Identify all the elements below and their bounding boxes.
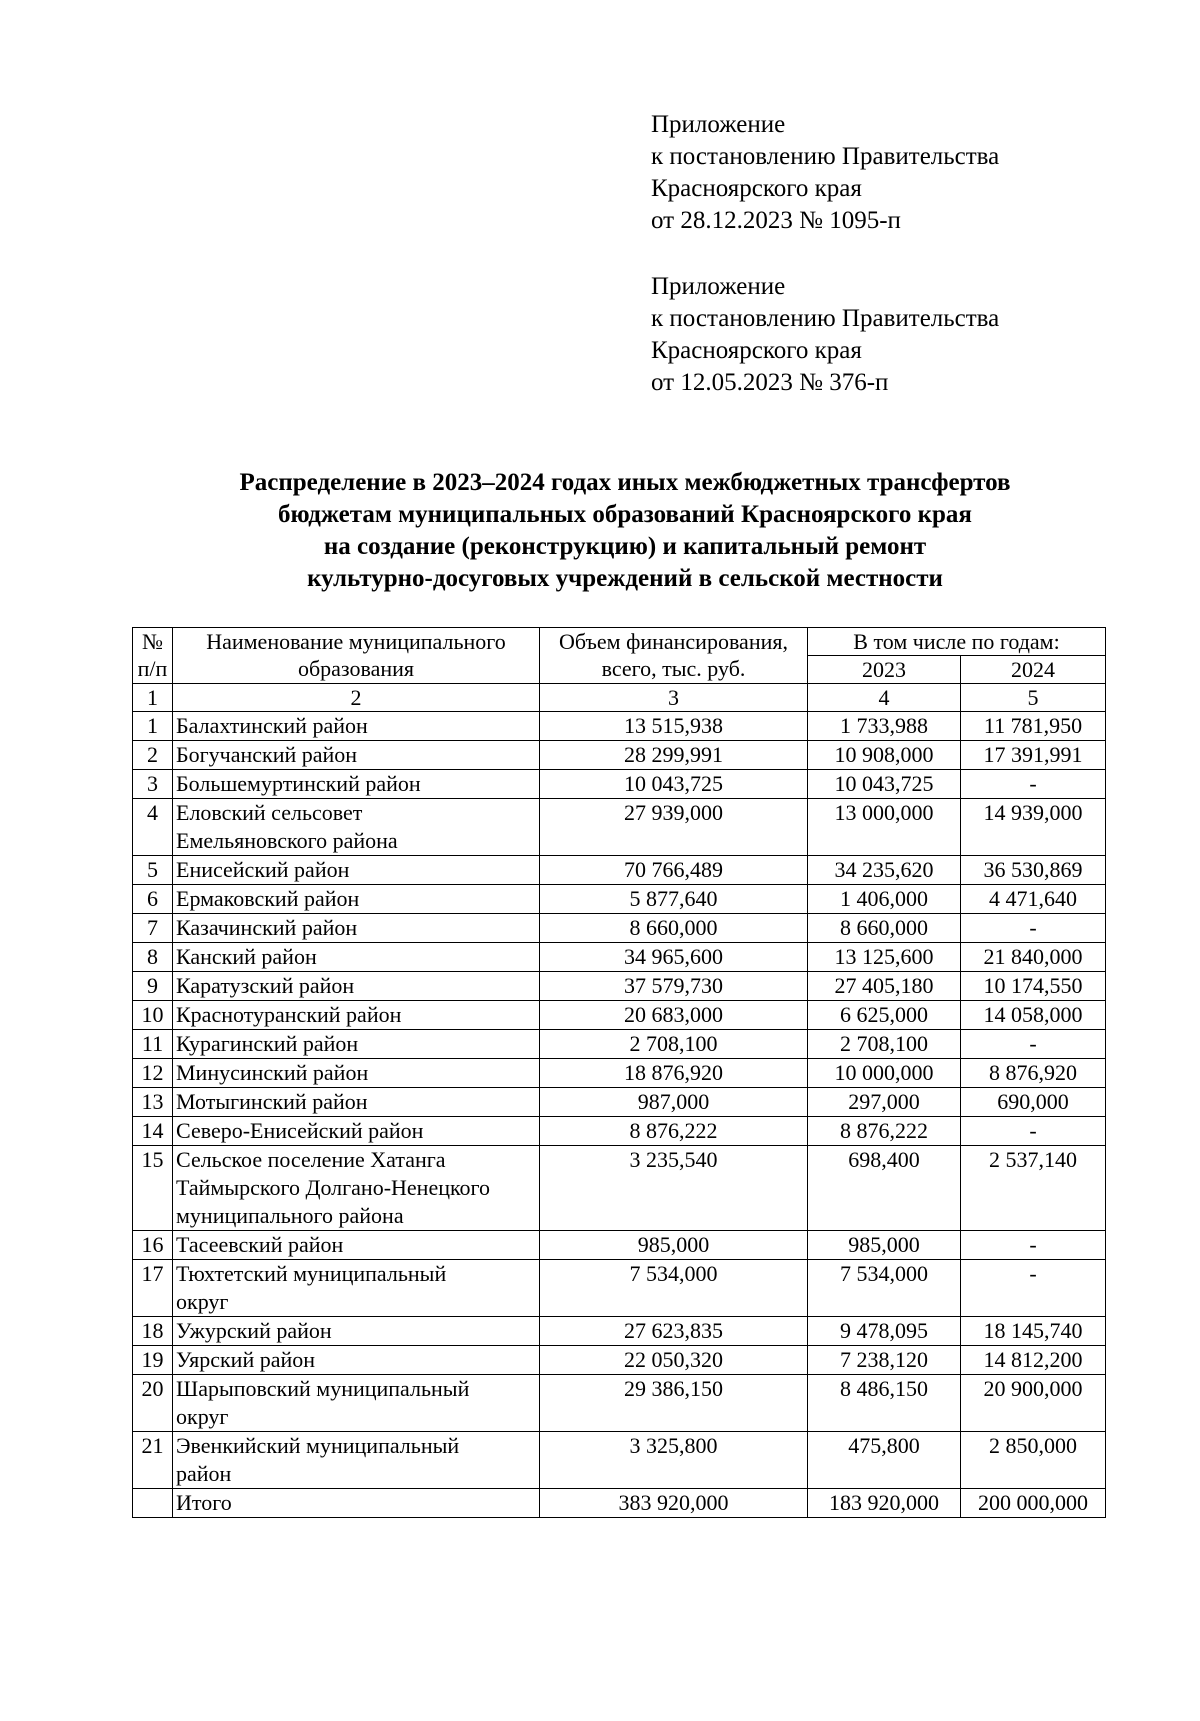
table-row: [133, 1375, 1106, 1432]
row-total-amount: 29 386,150: [540, 1375, 808, 1432]
row-total-amount: 20 683,000: [540, 1001, 808, 1030]
document-title: [60, 467, 1190, 595]
column-number: 3: [540, 684, 808, 712]
header-total: [540, 628, 808, 684]
row-municipality-name: [173, 972, 540, 1001]
name-line: Канский район: [176, 944, 317, 969]
table-row: [133, 1346, 1106, 1375]
row-municipality-name: [173, 770, 540, 799]
header-year-2023: 2023: [808, 656, 961, 684]
table-row: [133, 1088, 1106, 1117]
table-row: [133, 856, 1106, 885]
row-amount-2023: 2 708,100: [808, 1030, 961, 1059]
row-amount-2024: -: [961, 1231, 1106, 1260]
appendix-line: Красноярского края: [651, 337, 862, 364]
row-number: 20: [133, 1375, 173, 1432]
row-number: 13: [133, 1088, 173, 1117]
table-row: [133, 770, 1106, 799]
total-row: [133, 1489, 1106, 1518]
row-amount-2024: -: [961, 914, 1106, 943]
row-amount-2023: 985,000: [808, 1231, 961, 1260]
header-num: [133, 628, 173, 684]
row-total-amount: 18 876,920: [540, 1059, 808, 1088]
row-amount-2023: 297,000: [808, 1088, 961, 1117]
row-total-amount: 34 965,600: [540, 943, 808, 972]
appendix-line: Красноярского края: [651, 175, 862, 202]
row-amount-2023: 10 000,000: [808, 1059, 961, 1088]
name-line: Краснотуранский район: [176, 1002, 402, 1027]
table-row: [133, 1432, 1106, 1489]
row-total-amount: 7 534,000: [540, 1260, 808, 1317]
name-line: Тасеевский район: [176, 1232, 344, 1257]
row-number: 1: [133, 712, 173, 741]
row-amount-2023: 1 406,000: [808, 885, 961, 914]
row-amount-2024: 18 145,740: [961, 1317, 1106, 1346]
row-number: 21: [133, 1432, 173, 1489]
row-total-amount: 985,000: [540, 1231, 808, 1260]
appendix-line: к постановлению Правительства: [651, 305, 1000, 332]
row-municipality-name: [173, 1432, 540, 1489]
row-number: 2: [133, 741, 173, 770]
row-number: 19: [133, 1346, 173, 1375]
row-total-amount: 987,000: [540, 1088, 808, 1117]
name-line: Богучанский район: [176, 742, 358, 767]
name-line: Эвенкийский муниципальный: [176, 1433, 460, 1458]
row-number: [133, 1489, 173, 1518]
name-line: округ: [176, 1289, 229, 1314]
row-amount-2023: 475,800: [808, 1432, 961, 1489]
row-number: 4: [133, 799, 173, 856]
row-amount-2023: 1 733,988: [808, 712, 961, 741]
name-line: Балахтинский район: [176, 713, 368, 738]
row-amount-2024: -: [961, 1117, 1106, 1146]
row-total-amount: 27 623,835: [540, 1317, 808, 1346]
row-total-amount: 383 920,000: [540, 1489, 808, 1518]
name-line: Шарыповский муниципальный: [176, 1376, 470, 1401]
row-municipality-name: [173, 914, 540, 943]
table-row: [133, 799, 1106, 856]
name-line: Большемуртинский район: [176, 771, 421, 796]
table-row: [133, 972, 1106, 1001]
row-amount-2023: 6 625,000: [808, 1001, 961, 1030]
header-year-2024: 2024: [961, 656, 1106, 684]
row-amount-2023: 10 908,000: [808, 741, 961, 770]
row-number: 16: [133, 1231, 173, 1260]
title-line: культурно-досуговых учреждений в сельской местности: [307, 565, 943, 592]
table-row: [133, 1231, 1106, 1260]
row-number: 12: [133, 1059, 173, 1088]
row-amount-2024: 8 876,920: [961, 1059, 1106, 1088]
row-number: 18: [133, 1317, 173, 1346]
header-years: В том числе по годам:: [808, 628, 1106, 656]
row-amount-2024: 36 530,869: [961, 856, 1106, 885]
column-number: 4: [808, 684, 961, 712]
header-name-line: образования: [297, 656, 415, 681]
header-num-line: №: [142, 629, 163, 654]
row-amount-2023: 8 660,000: [808, 914, 961, 943]
row-amount-2024: 14 812,200: [961, 1346, 1106, 1375]
row-amount-2023: 13 125,600: [808, 943, 961, 972]
row-amount-2023: 8 876,222: [808, 1117, 961, 1146]
row-municipality-name: [173, 1146, 540, 1231]
name-line: Минусинский район: [176, 1060, 369, 1085]
row-total-amount: 3 325,800: [540, 1432, 808, 1489]
row-amount-2024: 200 000,000: [961, 1489, 1106, 1518]
row-municipality-name: [173, 1317, 540, 1346]
row-amount-2024: 2 850,000: [961, 1432, 1106, 1489]
row-municipality-name: [173, 1489, 540, 1518]
appendix-line: к постановлению Правительства: [651, 143, 1000, 170]
row-amount-2023: 10 043,725: [808, 770, 961, 799]
name-line: район: [176, 1461, 232, 1486]
table-row: [133, 1059, 1106, 1088]
row-amount-2023: 34 235,620: [808, 856, 961, 885]
row-municipality-name: [173, 1231, 540, 1260]
name-line: Енисейский район: [176, 857, 350, 882]
row-total-amount: 8 660,000: [540, 914, 808, 943]
row-total-amount: 27 939,000: [540, 799, 808, 856]
name-line: округ: [176, 1404, 229, 1429]
row-amount-2024: 14 058,000: [961, 1001, 1106, 1030]
row-total-amount: 13 515,938: [540, 712, 808, 741]
title-line: на создание (реконструкцию) и капитальный ремонт: [323, 533, 927, 560]
row-number: 10: [133, 1001, 173, 1030]
row-municipality-name: [173, 943, 540, 972]
name-line: Уярский район: [176, 1347, 316, 1372]
distribution-table: [132, 627, 1106, 1518]
name-line: Сельское поселение Хатанга: [176, 1147, 446, 1172]
table-row: [133, 914, 1106, 943]
table-row: [133, 1146, 1106, 1231]
name-line: Казачинский район: [176, 915, 358, 940]
row-amount-2024: 17 391,991: [961, 741, 1106, 770]
header-total-line: Объем финансирования,: [558, 629, 788, 654]
row-amount-2024: 690,000: [961, 1088, 1106, 1117]
appendix-line: Приложение: [651, 111, 786, 138]
row-number: 3: [133, 770, 173, 799]
header-name-line: Наименование муниципального: [206, 629, 506, 654]
row-number: 5: [133, 856, 173, 885]
row-municipality-name: [173, 1260, 540, 1317]
header-total-line: всего, тыс. руб.: [601, 656, 746, 681]
row-amount-2023: 7 238,120: [808, 1346, 961, 1375]
row-municipality-name: [173, 1030, 540, 1059]
table-row: [133, 885, 1106, 914]
row-number: 9: [133, 972, 173, 1001]
row-number: 17: [133, 1260, 173, 1317]
column-number: 2: [173, 684, 540, 712]
row-total-amount: 22 050,320: [540, 1346, 808, 1375]
row-total-amount: 28 299,991: [540, 741, 808, 770]
name-line: Тюхтетский муниципальный: [176, 1261, 447, 1286]
row-amount-2024: 20 900,000: [961, 1375, 1106, 1432]
row-number: 7: [133, 914, 173, 943]
appendix-date-number: от 12.05.2023 № 376-п: [651, 369, 889, 396]
name-line: Таймырского Долгано-Ненецкого: [176, 1175, 491, 1200]
header-name: [173, 628, 540, 684]
appendix-block-original: [651, 271, 999, 399]
column-number: 1: [133, 684, 173, 712]
column-numbers-row: [133, 684, 1106, 712]
row-total-amount: 8 876,222: [540, 1117, 808, 1146]
row-municipality-name: [173, 1088, 540, 1117]
table-row: [133, 943, 1106, 972]
name-line: Северо-Енисейский район: [176, 1118, 424, 1143]
row-municipality-name: [173, 712, 540, 741]
row-amount-2024: -: [961, 770, 1106, 799]
title-line: Распределение в 2023–2024 годах иных межбюджетных трансфертов: [239, 469, 1011, 496]
row-municipality-name: [173, 741, 540, 770]
row-municipality-name: [173, 1059, 540, 1088]
row-total-amount: 37 579,730: [540, 972, 808, 1001]
row-number: 14: [133, 1117, 173, 1146]
table-row: [133, 712, 1106, 741]
row-amount-2023: 183 920,000: [808, 1489, 961, 1518]
row-amount-2023: 9 478,095: [808, 1317, 961, 1346]
row-number: 6: [133, 885, 173, 914]
header-row: [133, 628, 1106, 656]
row-amount-2024: 14 939,000: [961, 799, 1106, 856]
table-row: [133, 1001, 1106, 1030]
name-line: Мотыгинский район: [176, 1089, 368, 1114]
row-total-amount: 5 877,640: [540, 885, 808, 914]
row-total-amount: 10 043,725: [540, 770, 808, 799]
name-line: Ермаковский район: [176, 886, 360, 911]
row-municipality-name: [173, 1375, 540, 1432]
row-municipality-name: [173, 1117, 540, 1146]
row-amount-2023: 8 486,150: [808, 1375, 961, 1432]
column-number: 5: [961, 684, 1106, 712]
row-amount-2024: 4 471,640: [961, 885, 1106, 914]
row-amount-2024: 2 537,140: [961, 1146, 1106, 1231]
row-amount-2023: 13 000,000: [808, 799, 961, 856]
row-municipality-name: [173, 885, 540, 914]
header-num-line: п/п: [137, 656, 168, 681]
row-amount-2024: -: [961, 1260, 1106, 1317]
name-line: Каратузский район: [176, 973, 355, 998]
row-amount-2023: 698,400: [808, 1146, 961, 1231]
row-number: 8: [133, 943, 173, 972]
table-row: [133, 1030, 1106, 1059]
name-line: Еловский сельсовет: [176, 800, 363, 825]
row-total-amount: 3 235,540: [540, 1146, 808, 1231]
row-number: 11: [133, 1030, 173, 1059]
name-line: Ужурский район: [176, 1318, 332, 1343]
row-municipality-name: [173, 799, 540, 856]
row-number: 15: [133, 1146, 173, 1231]
table-row: [133, 1260, 1106, 1317]
row-amount-2024: 11 781,950: [961, 712, 1106, 741]
title-line: бюджетам муниципальных образований Красноярского края: [278, 501, 972, 528]
row-amount-2023: 27 405,180: [808, 972, 961, 1001]
name-line: Итого: [176, 1490, 232, 1515]
table-row: [133, 1317, 1106, 1346]
row-municipality-name: [173, 856, 540, 885]
row-amount-2024: 10 174,550: [961, 972, 1106, 1001]
row-amount-2024: -: [961, 1030, 1106, 1059]
name-line: Емельяновского района: [176, 828, 398, 853]
table-row: [133, 741, 1106, 770]
row-municipality-name: [173, 1346, 540, 1375]
name-line: Курагинский район: [176, 1031, 359, 1056]
appendix-date-number: от 28.12.2023 № 1095-п: [651, 207, 901, 234]
appendix-line: Приложение: [651, 273, 786, 300]
row-total-amount: 70 766,489: [540, 856, 808, 885]
table-row: [133, 1117, 1106, 1146]
appendix-block-current: [651, 109, 999, 237]
table-body: [133, 712, 1106, 1518]
row-amount-2023: 7 534,000: [808, 1260, 961, 1317]
row-amount-2024: 21 840,000: [961, 943, 1106, 972]
name-line: муниципального района: [176, 1203, 404, 1228]
row-municipality-name: [173, 1001, 540, 1030]
row-total-amount: 2 708,100: [540, 1030, 808, 1059]
